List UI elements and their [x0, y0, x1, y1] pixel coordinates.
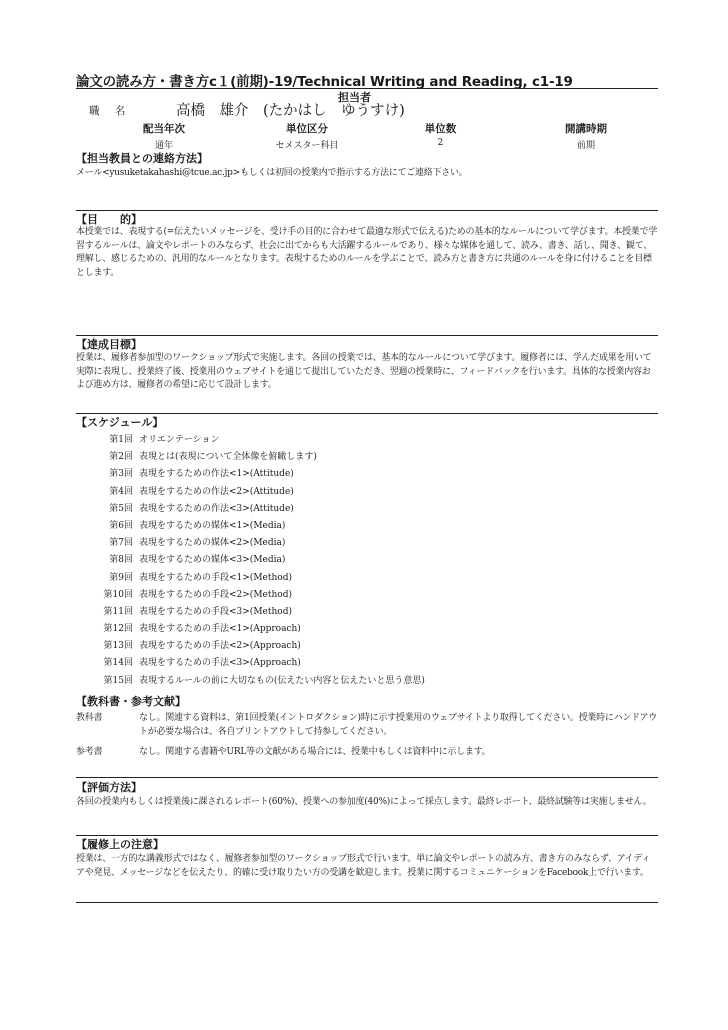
- evaluation-text: 各回の授業内もしくは授業後に課されるレポート(60%)、授業への参加度(40%)によって採点します。最終レポート、最終試験等は実施しません。: [76, 797, 652, 807]
- schedule-item: [76, 518, 658, 535]
- schedule-topic: 表現をするための作法<3>(Attitude): [139, 503, 294, 514]
- schedule-topic: 表現をするための手法<2>(Approach): [139, 641, 301, 652]
- schedule-list: [76, 432, 658, 690]
- goals-divider: [76, 335, 658, 336]
- col-header-unit-type: 単位区分: [286, 123, 328, 135]
- evaluation-heading: 【評価方法】: [76, 781, 142, 794]
- teacher-label: 担当者: [338, 91, 371, 104]
- schedule-item: [76, 604, 658, 621]
- value-year: 通年: [154, 141, 173, 151]
- reference-label: 参考書: [76, 747, 103, 757]
- schedule-number: 第10回: [103, 589, 133, 600]
- schedule-item: [76, 501, 658, 518]
- value-unit-type: セメスター科目: [275, 141, 339, 151]
- col-header-year: 配当年次: [143, 123, 185, 135]
- bottom-divider: [76, 902, 658, 903]
- schedule-number: 第11回: [103, 606, 133, 617]
- schedule-number: 第1回: [109, 435, 133, 445]
- job-title-label: 職 名: [89, 105, 132, 117]
- schedule-item: [76, 535, 658, 552]
- schedule-topic: 表現をするための媒体<2>(Media): [139, 538, 286, 549]
- schedule-item: [76, 570, 658, 587]
- schedule-item: [76, 621, 658, 638]
- schedule-number: 第9回: [109, 572, 133, 583]
- purpose-heading: 【目 的】: [76, 213, 142, 226]
- schedule-topic: 表現をするための手法<3>(Approach): [139, 658, 301, 669]
- textbook-row: [76, 712, 658, 740]
- schedule-topic: 表現をするための作法<1>(Attitude): [139, 469, 294, 480]
- textbook-text: なし。関連する資料は、第1回授業(イントロダクション)時に示す授業用のウェブサイトより取得してください。授業時にハンドアウトが必要な場合は、各自プリントアウトして持参してください。: [139, 713, 658, 737]
- col-header-credits: 単位数: [424, 123, 457, 135]
- schedule-topic: 表現をするための手段<3>(Method): [139, 606, 292, 617]
- schedule-item: [76, 432, 658, 449]
- schedule-topic: オリエンテーション: [139, 435, 220, 445]
- schedule-heading: 【スケジュール】: [76, 416, 164, 429]
- evaluation-divider: [76, 777, 658, 778]
- schedule-topic: 表現をするための媒体<1>(Media): [139, 520, 286, 531]
- purpose-divider: [76, 210, 658, 211]
- schedule-item: [76, 552, 658, 569]
- schedule-number: 第5回: [109, 503, 133, 514]
- schedule-topic: 表現するルールの前に大切なもの(伝えたい内容と伝えたいと思う意思): [139, 675, 425, 686]
- schedule-item: [76, 449, 658, 466]
- schedule-item: [76, 466, 658, 483]
- schedule-topic: 表現をするための媒体<3>(Media): [139, 555, 286, 566]
- schedule-item: [76, 655, 658, 672]
- value-credits: 2: [437, 138, 444, 148]
- schedule-number: 第7回: [109, 538, 133, 549]
- reference-row: [76, 746, 658, 760]
- schedule-number: 第15回: [103, 675, 133, 686]
- col-header-period: 開講時期: [565, 123, 607, 135]
- schedule-number: 第12回: [103, 624, 133, 635]
- teacher-name: 高橋 雄介 (たかはし ゆうすけ): [176, 103, 405, 119]
- schedule-number: 第3回: [109, 469, 133, 480]
- schedule-item: [76, 484, 658, 501]
- schedule-item: [76, 638, 658, 655]
- notes-text: 授業は、一方的な講義形式ではなく、履修者参加型のワークショップ形式で行います。単に論文やレポートの読み方、書き方のみならず、アイディアや発見、メッセージなどを伝えたり、的確に受け取りたい方の受講を歓迎します。授業に関するコミュニケーションをFacebook上で行います。: [76, 854, 651, 878]
- value-period: 前期: [576, 141, 595, 151]
- textbook-label: 教科書: [76, 713, 103, 723]
- contact-heading: 【担当教員との連絡方法】: [76, 152, 208, 165]
- course-title: 論文の読み方・書き方c１(前期)-19/Technical Writing and Reading, c1-19: [76, 74, 573, 90]
- schedule-topic: 表現をするための手法<1>(Approach): [139, 624, 301, 635]
- schedule-topic: 表現をするための手段<1>(Method): [139, 572, 292, 583]
- goals-heading: 【達成目標】: [76, 338, 142, 351]
- schedule-number: 第8回: [109, 555, 133, 566]
- contact-text: メール<yusuketakahashi@tcue.ac.jp>もしくは初回の授業内で指示する方法にてご連絡下さい。: [76, 168, 468, 178]
- schedule-number: 第14回: [103, 658, 133, 669]
- textbooks-heading: 【教科書・参考文献】: [76, 695, 186, 708]
- schedule-number: 第2回: [109, 452, 133, 463]
- schedule-item: [76, 587, 658, 604]
- schedule-topic: 表現をするための作法<2>(Attitude): [139, 486, 294, 497]
- schedule-item: [76, 673, 658, 690]
- schedule-topic: 表現をするための手段<2>(Method): [139, 589, 292, 600]
- schedule-number: 第4回: [109, 486, 133, 497]
- schedule-topic: 表現とは(表現について全体像を俯瞰します): [139, 452, 317, 463]
- reference-text: なし。関連する書籍やURL等の文献がある場合には、授業中もしくは資料中に示します。: [139, 747, 491, 757]
- schedule-number: 第6回: [109, 520, 133, 531]
- purpose-text: 本授業では、表現する(=伝えたいメッセージを、受け手の目的に合わせて最適な形式で伝える)ための基本的なルールについて学びます。本授業で学習するルールは、論文やレポートのみならず、社会に出てからも大活躍するルールであり、様々な媒体を通して、読み、書き、話し、聞き、観て、理解し、感じるための、汎用的なルールとなります。表現するためのルールを学ぶことで、読み方と書き方に共通のルールを身に付けることを目標とします。: [76, 227, 657, 278]
- notes-heading: 【履修上の注意】: [76, 838, 164, 851]
- goals-text: 授業は、履修者参加型のワークショップ形式で実施します。各回の授業では、基本的なルールについて学びます。履修者には、学んだ成果を用いて実際に表現し、授業終了後、授業用のウェブサイトを通じて提出していただき、翌週の授業時に、フィードバックを行います。具体的な授業内容および進め方は、履修者の希望に応じて設計します。: [76, 353, 652, 391]
- schedule-number: 第13回: [103, 641, 133, 652]
